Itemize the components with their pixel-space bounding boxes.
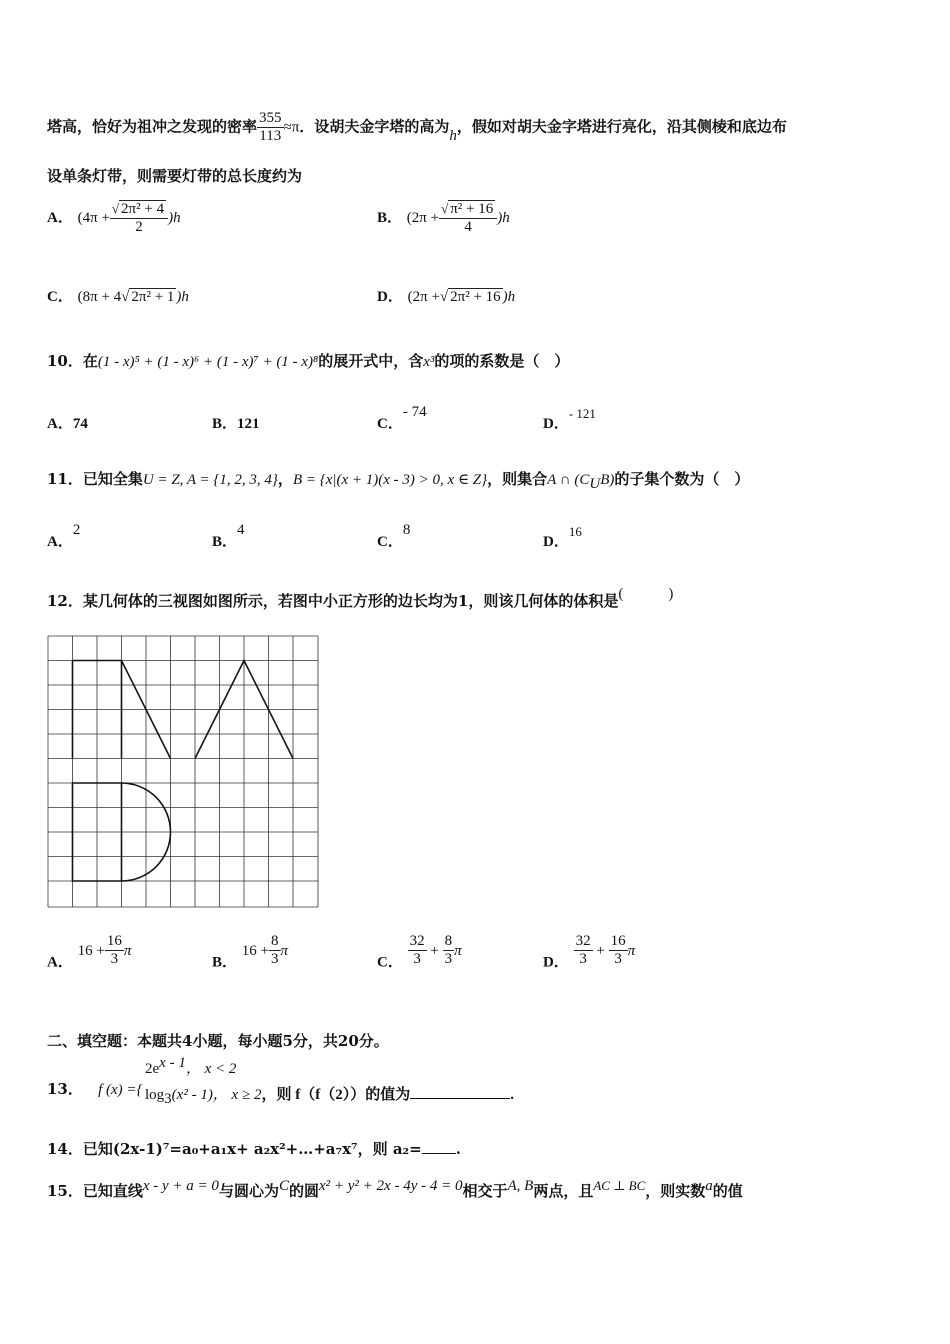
q10-stem: 10．在(1 - x)⁵ + (1 - x)⁶ + (1 - x)⁷ + (1 - x)⁸的展开式中，含x³的项的系数是（ ） (47, 352, 570, 370)
q9-option-d[interactable]: D． (2π +√ 2π² + 16 )h (377, 289, 516, 305)
q12-stem: 12．某几何体的三视图如图所示，若图中小正方形的边长均为1，则该几何体的体积是( ) (47, 586, 674, 610)
q12-option-a[interactable]: A． 16 + $\frac{16}{3}$ π (47, 933, 132, 971)
q13-answer-blank[interactable] (410, 1098, 510, 1099)
q14-stem: 14．已知(2x-1)⁷=a₀+a₁x+ a₂x²+…+a₇x⁷，则 a₂= . (47, 1140, 461, 1158)
q11-option-b[interactable]: B．4 (212, 522, 245, 550)
q12-option-d[interactable]: D． $\frac{32}{3}$ + $\frac{16}{3}$ π (543, 933, 636, 971)
q9-text-c: ，假如对胡夫金字塔进行亮化，沿其侧棱和底边布 (456, 117, 787, 136)
q10-option-c[interactable]: C．- 74 (377, 404, 427, 432)
section-2-title: 二、填空题：本题共4小题，每小题5分，共20分。 (47, 1032, 389, 1050)
q15-stem: 15．已知直线x - y + a = 0与圆心为C的圆x² + y² + 2x - 4y - 4 = 0相交于A, B两点，且AC ⊥ BC，则实数a的值 (47, 1178, 743, 1200)
q11-option-d[interactable]: D．16 (543, 524, 582, 550)
q13-case-1: $2e^{x - 1}$， x < 2 (145, 1055, 237, 1077)
q12-option-b[interactable]: B． 16 + $\frac{8}{3}$ π (212, 933, 289, 971)
q13-case-2: $\log_3(x^2 - 1)$， x ≥ 2，则 f（f（2））的值为 . (145, 1087, 514, 1107)
three-view-diagram (47, 635, 320, 909)
q9-ratio: $\frac{355}{113}$ (259, 110, 282, 144)
grid-lines (48, 636, 318, 907)
q11-option-c[interactable]: C．8 (377, 522, 411, 550)
q9-option-c[interactable]: C． (8π + 4√ 2π² + 1 )h (47, 289, 189, 305)
q9-text-b: ．设胡夫金字塔的高为 (299, 117, 450, 136)
q9-option-a[interactable]: A． (4π + $\frac{\text{√ 2π² + 4}}{2}$ )h (47, 201, 181, 235)
q12-option-c[interactable]: C． $\frac{32}{3}$ + $\frac{8}{3}$ π (377, 933, 462, 971)
q10-option-b[interactable]: B．121 (212, 416, 260, 432)
q14-answer-blank[interactable] (422, 1153, 456, 1154)
q11-stem: 11．已知全集U = Z, A = {1, 2, 3, 4}，B = {x|(x + 1)(x - 3) > 0, x ∈ Z}，则集合A ∩ $(C_UB)$的子集个数为（ ） (47, 470, 750, 492)
q9-text-a: 塔高，恰好为祖冲之发现的密率 (47, 117, 258, 136)
q9-option-b[interactable]: B． (2π + $\frac{\text{√ π² + 16}}{4}$ )h (377, 201, 510, 235)
q10-option-a[interactable]: A．74 (47, 416, 88, 432)
q9-line2: 设单条灯带，则需要灯带的总长度约为 (47, 167, 303, 185)
q13-stem: 13． f (x) ={ (47, 1080, 143, 1098)
q10-option-d[interactable]: D．- 121 (543, 406, 596, 432)
q11-option-a[interactable]: A．2 (47, 522, 81, 550)
q9-line1: 塔高，恰好为祖冲之发现的密率 $\frac{355}{113}$ ≈π．设胡夫金字塔的高为h，假如对胡夫金字塔进行亮化，沿其侧棱和底边布 (47, 110, 787, 144)
